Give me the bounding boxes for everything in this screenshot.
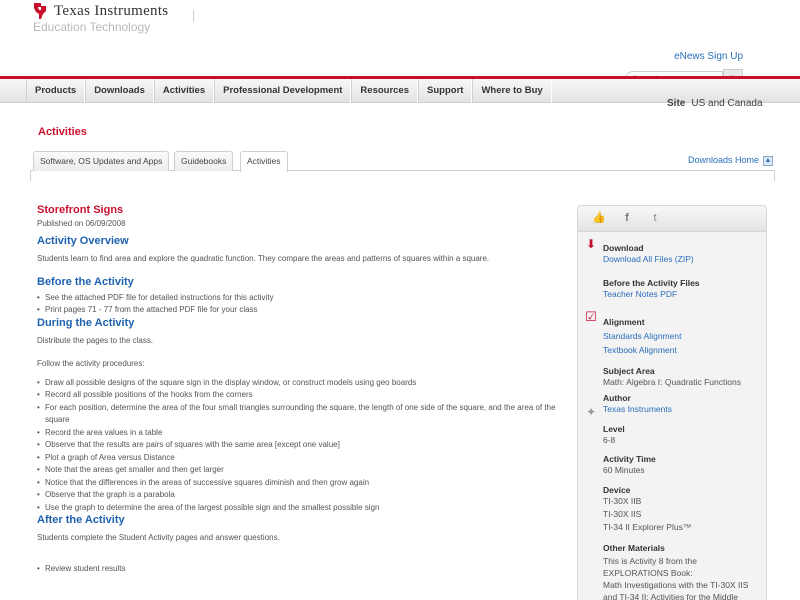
other-materials-line: Math Investigations with the TI-30X IIS bbox=[603, 580, 749, 590]
tab-bar bbox=[30, 150, 775, 171]
nav-item-downloads[interactable]: Downloads bbox=[85, 79, 154, 103]
site-label: Site bbox=[667, 98, 686, 109]
author-link[interactable]: Texas Instruments bbox=[603, 404, 672, 414]
author-label: Author bbox=[603, 393, 631, 403]
subject-value: Math: Algebra I: Quadratic Functions bbox=[603, 377, 741, 387]
overview-text: Students learn to find area and explore the quadratic function. They compare the areas and patterns of squares within a square. bbox=[37, 254, 490, 263]
device-item: TI-30X IIB bbox=[603, 496, 642, 506]
activity-title: Storefront Signs bbox=[37, 204, 124, 216]
before-files-label: Before the Activity Files bbox=[603, 278, 700, 288]
checkbox-icon: ☑ bbox=[585, 309, 597, 324]
nav-item-support[interactable]: Support bbox=[418, 79, 472, 103]
device-section bbox=[603, 485, 763, 534]
download-all-link[interactable]: Download All Files (ZIP) bbox=[603, 254, 694, 264]
level-value: 6-8 bbox=[603, 435, 616, 445]
facebook-icon[interactable]: f bbox=[625, 212, 629, 224]
header-divider bbox=[193, 10, 194, 22]
other-materials-label: Other Materials bbox=[603, 543, 665, 553]
download-arrow-icon: ⬇ bbox=[585, 237, 597, 251]
activity-sidebar bbox=[577, 205, 767, 600]
device-item: TI-30X IIS bbox=[603, 509, 642, 519]
other-materials-line: EXPLORATIONS Book: bbox=[603, 568, 693, 578]
list-item: • Record all possible positions of the hooks from the corners bbox=[37, 389, 562, 402]
device-label: Device bbox=[603, 485, 631, 495]
time-section bbox=[603, 454, 763, 476]
alignment-section bbox=[603, 317, 763, 357]
share-bar bbox=[578, 206, 766, 232]
download-label: Download bbox=[603, 243, 644, 253]
after-list bbox=[37, 563, 562, 576]
site-header bbox=[0, 0, 800, 78]
list-item: • Observe that the results are pairs of squares with the same area [except one value] bbox=[37, 439, 562, 452]
tab-guidebooks[interactable]: Guidebooks bbox=[174, 151, 233, 171]
enews-signup-link[interactable]: eNews Sign Up bbox=[674, 51, 743, 62]
twitter-icon[interactable]: t bbox=[653, 212, 657, 224]
other-materials-section bbox=[603, 543, 763, 600]
list-item: • Note that the areas get smaller and then get larger bbox=[37, 464, 562, 477]
subject-section bbox=[603, 366, 763, 388]
tab-panel bbox=[30, 171, 775, 181]
after-heading: After the Activity bbox=[37, 514, 125, 526]
list-item: • For each position, determine the area of the four small triangles surrounding the square, the length of one side of the square, and the area of the square bbox=[37, 402, 562, 427]
other-materials-line: and TI-34 II: Activities for the Middle bbox=[603, 592, 738, 600]
page-title: Activities bbox=[38, 126, 87, 138]
nav-item-where-to-buy[interactable]: Where to Buy bbox=[472, 79, 551, 103]
during-heading: During the Activity bbox=[37, 316, 135, 329]
ti-logo[interactable] bbox=[32, 2, 168, 20]
site-selector[interactable] bbox=[667, 98, 763, 109]
published-date: Published on 06/09/2008 bbox=[37, 219, 126, 228]
thumbs-up-icon[interactable]: 👍 bbox=[592, 212, 606, 224]
nav-item-professional-development[interactable]: Professional Development bbox=[214, 79, 351, 103]
home-arrow-icon[interactable]: ▲ bbox=[764, 157, 772, 164]
activity-content bbox=[37, 204, 562, 575]
author-section bbox=[603, 393, 763, 416]
during-intro: Distribute the pages to the class. bbox=[37, 335, 154, 345]
subject-label: Subject Area bbox=[603, 366, 655, 376]
list-item: • Print pages 71 - 77 from the attached PDF file for your class bbox=[37, 304, 562, 317]
during-list bbox=[37, 377, 562, 515]
device-item: TI-34 II Explorer Plus™ bbox=[603, 522, 692, 532]
tab-activities[interactable]: Activities bbox=[240, 151, 288, 172]
brand-subtitle: Education Technology bbox=[33, 20, 151, 34]
before-files-section bbox=[603, 278, 763, 301]
level-section bbox=[603, 424, 763, 446]
brand-name: Texas Instruments bbox=[54, 2, 169, 19]
alignment-label: Alignment bbox=[603, 317, 645, 327]
downloads-home-link[interactable]: Downloads Home bbox=[688, 155, 760, 165]
list-item: • See the attached PDF file for detailed instructions for this activity bbox=[37, 292, 562, 305]
list-item: • Draw all possible designs of the square sign in the display window, or construct models using geo boards bbox=[37, 377, 562, 390]
level-label: Level bbox=[603, 424, 625, 434]
list-item: • Review student results bbox=[37, 563, 562, 576]
download-section bbox=[603, 243, 763, 266]
list-item: • Use the graph to determine the area of the largest possible sign and the smallest possible sign bbox=[37, 502, 562, 515]
after-text: Students complete the Student Activity pages and answer questions. bbox=[37, 533, 280, 542]
other-materials-line: This is Activity 8 from the bbox=[603, 556, 697, 566]
site-value: US and Canada bbox=[691, 98, 763, 109]
tab-software[interactable]: Software, OS Updates and Apps bbox=[33, 151, 169, 171]
overview-heading: Activity Overview bbox=[37, 235, 129, 247]
nav-item-activities[interactable]: Activities bbox=[154, 79, 214, 103]
standards-alignment-link[interactable]: Standards Alignment bbox=[603, 331, 682, 341]
list-item: • Plot a graph of Area versus Distance bbox=[37, 452, 562, 465]
nav-item-products[interactable]: Products bbox=[26, 79, 85, 103]
texas-state-icon: ✦ bbox=[585, 405, 597, 419]
list-item: • Record the area values in a table bbox=[37, 427, 562, 440]
list-item: • Notice that the differences in the areas of successive squares diminish and then grow again bbox=[37, 477, 562, 490]
nav-item-resources[interactable]: Resources bbox=[351, 79, 418, 103]
before-heading: Before the Activity bbox=[37, 275, 134, 288]
list-item: • Observe that the graph is a parabola bbox=[37, 489, 562, 502]
textbook-alignment-link[interactable]: Textbook Alignment bbox=[603, 345, 677, 355]
time-label: Activity Time bbox=[603, 454, 656, 464]
teacher-notes-link[interactable]: Teacher Notes PDF bbox=[603, 289, 678, 299]
time-value: 60 Minutes bbox=[603, 465, 645, 475]
before-list bbox=[37, 292, 562, 317]
ti-logo-icon bbox=[32, 2, 48, 20]
during-follow: Follow the activity procedures: bbox=[37, 359, 145, 368]
